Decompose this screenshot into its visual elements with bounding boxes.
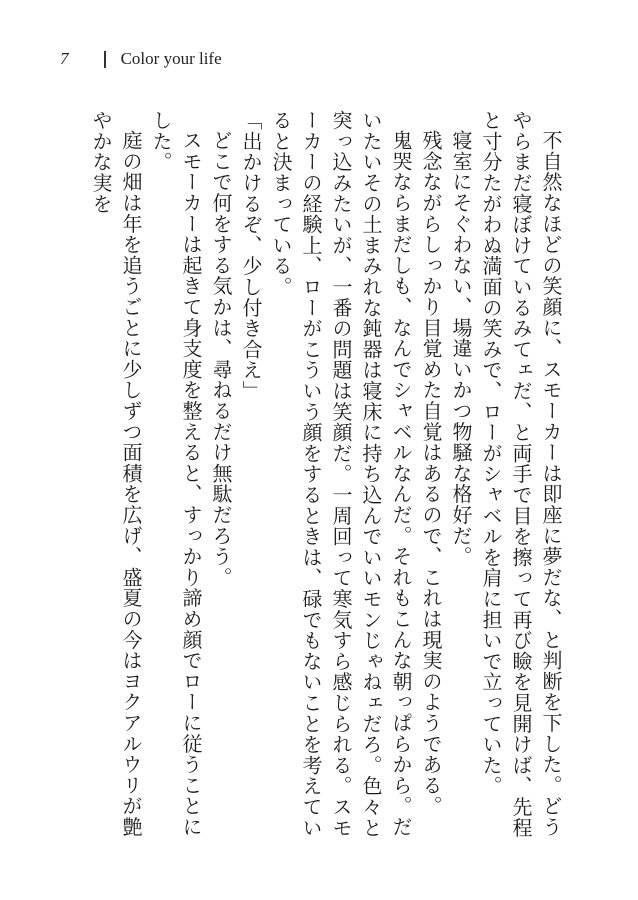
paragraph: 不自然なほどの笑顔に、スモーカーは即座に夢だな、と判断を下した。どうやらまだ寝ぼけているみてェだ、と両手で目を擦って再び瞼を見開けば、先程と寸分たがわぬ満面の笑みで、ローがシャベルを肩に担いで立っていた。 xyxy=(479,110,563,838)
dialogue-line: 「出かけるぞ、少し付き合え」 xyxy=(239,110,263,402)
paragraph: スモーカーは起きて身支度を整えると、すっかり諦め顔でローに従うことにした。 xyxy=(149,110,203,838)
paragraph: 寝室にそぐわない、場違いかつ物騒な格好だ。 xyxy=(449,130,473,567)
running-title: Color your life xyxy=(120,49,222,68)
paragraph: 鬼哭ならまだしも、なんでシャベルなんだ。それもこんな朝っぱらから。だいたいその土まみれな鈍器は寝床に持ち込んでいいモンじゃねェだろ。色々と突っ込みたいが、一番の問題は笑顔だ。一周回って寒気すら感じられる。スモーカーの経験上、ローがこういう顔をするときは、碌でもないことを考えていると決まっている。 xyxy=(269,110,413,838)
page-number: 7 xyxy=(60,49,69,68)
paragraph: 庭の畑は年を追うごとに少しずつ面積を広げ、盛夏の今はヨクアルウリが艶やかな実を xyxy=(89,110,143,838)
running-header xyxy=(60,44,222,74)
paragraph: どこで何をする気かは、尋ねるだけ無駄だろう。 xyxy=(209,130,233,588)
paragraph: 残念ながらしっかり目覚めた自覚はあるので、これは現実のようである。 xyxy=(419,130,443,817)
header-divider xyxy=(104,51,106,68)
body-text xyxy=(56,110,566,855)
